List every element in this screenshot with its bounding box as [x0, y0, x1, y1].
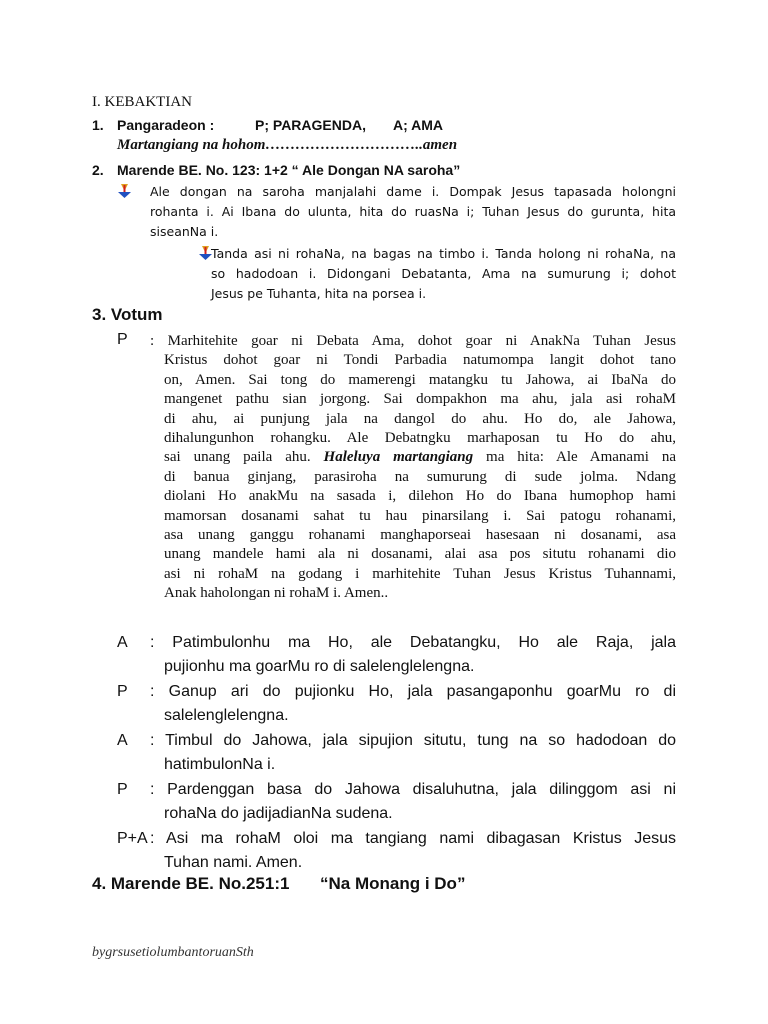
- response-line: : Patimbulonhu ma Ho, ale Debatangku, Ho ale Raja, jala: [150, 634, 676, 651]
- responses-block: [117, 631, 677, 875]
- paragenda-label: P; PARAGENDA,: [255, 117, 366, 133]
- speaker-role: A: [117, 732, 128, 749]
- response-line: Tuhan nami. Amen.: [164, 854, 303, 871]
- speaker-role: P: [117, 781, 128, 798]
- verse-line: rohanta i. Ai Ibana do ulunta, hita do ruasNa i; Tuhan Jesus do gurunta, hita: [150, 204, 676, 219]
- response-item: [117, 778, 677, 826]
- response-line: : Ganup ari do pujionku Ho, jala pasangaponhu goarMu ro di: [150, 683, 676, 700]
- verse-line: Jesus pe Tuhanta, hita na porsea i.: [211, 286, 427, 301]
- votum-line: Kristus dohot goar ni Tondi Parbadia natumompa langit dohot tano: [164, 352, 676, 369]
- speaker-role: A: [117, 634, 128, 651]
- response-item: [117, 729, 677, 777]
- votum-line: asi ni rohaM na godang i marhitehite Tuhan Jesus Kristus Tuhannami,: [164, 565, 676, 582]
- speaker-role: P: [117, 331, 128, 348]
- votum-line: dihalungunhon rohangku. Ale Debatngku marhaposan tu Ho do ahu,: [164, 430, 676, 447]
- response-item: [117, 631, 677, 679]
- response-line: : Pardenggan basa do Jahowa disaluhutna, jala dilinggom asi ni: [150, 781, 676, 798]
- footer-author: bygrsusetiolumbantoruanSth: [92, 945, 254, 960]
- section-4-heading: 4. Marende BE. No.251:1: [92, 874, 290, 893]
- votum-line-pre: sai unang paila ahu.: [164, 449, 324, 466]
- votum-line: on, Amen. Sai tong do mamerengi matangku tu Jahowa, ai IbaNa do: [164, 371, 676, 388]
- votum-line-post: ma hita: Ale Amanami na: [473, 449, 676, 466]
- section-4-title: “Na Monang i Do”: [320, 874, 466, 893]
- votum-line: Anak haholongan ni rohaM i. Amen..: [164, 585, 389, 602]
- votum-line: [150, 448, 676, 467]
- votum-line: mamorsan dosanami sahat tu hau pinarsilang i. Sai patogu rohanami,: [164, 507, 676, 524]
- votum-line: mangenet pathu sian jorgong. Sai dompakhon ma ahu, jala asi rohaM: [164, 391, 676, 408]
- arrow-bullet-icon: [118, 184, 131, 198]
- votum-line: : Marhitehite goar ni Debata Ama, dohot goar ni AnakNa Tuhan Jesus: [150, 333, 676, 349]
- section-title: I. KEBAKTIAN: [92, 94, 192, 110]
- list-number-2: 2.: [92, 162, 104, 178]
- response-line: : Asi ma rohaM oloi ma tangiang nami dibagasan Kristus Jesus: [150, 830, 676, 847]
- votum-line: asa unang ganggu rohanami manghaporseai hasesaan ni dosanami, asa: [164, 527, 676, 544]
- votum-heading: 3. Votum: [92, 305, 163, 324]
- verse-line: Tanda asi ni rohaNa, na bagas na timbo i. Tanda holong ni rohaNa, na: [211, 246, 676, 261]
- response-item: [117, 827, 677, 875]
- speaker-role: P: [117, 683, 128, 700]
- response-line: rohaNa do jadijadianNa sudena.: [164, 805, 393, 822]
- votum-line: di banua ginjang, parasiroha na sumurung di sude jolma. Ndang: [164, 468, 676, 485]
- speaker-role: P+A: [117, 830, 148, 847]
- votum-line: diolani Ho anakMu na sasada i, dilehon Ho do Ibana humophop hami: [164, 488, 676, 505]
- votum-line: unang mandele hami ala ni dosanami, alai asa pos situtu rohanami dio: [164, 546, 676, 563]
- hymn-verse-2: [211, 244, 676, 304]
- ama-label: A; AMA: [393, 117, 444, 133]
- response-line: : Timbul do Jahowa, jala sipujion situtu, tung na so hadodoan do: [150, 732, 676, 749]
- verse-line: siseanNa i.: [150, 224, 219, 239]
- votum-paragraph: [150, 332, 676, 604]
- votum-line: di ahu, ai punjung jala na dangol do ahu. Ho do, ale Jahowa,: [164, 410, 676, 427]
- hymn-title: Marende BE. No. 123: 1+2 “ Ale Dongan NA saroha”: [117, 162, 461, 178]
- response-line: hatimbulonNa i.: [164, 756, 276, 773]
- pangaradeon-label: Pangaradeon :: [117, 117, 215, 133]
- hymn-verse-1: [150, 182, 676, 242]
- martangiang-line: Martangiang na hohom…………………………..amen: [117, 137, 458, 153]
- response-line: pujionhu ma goarMu ro di salelenglelengna.: [164, 658, 475, 675]
- haleluya-emphasis: Haleluya martangiang: [323, 449, 474, 466]
- response-line: salelenglelengna.: [164, 707, 289, 724]
- verse-line: Ale dongan na saroha manjalahi dame i. Dompak Jesus tapasada holongni: [150, 184, 676, 199]
- list-number-1: 1.: [92, 117, 104, 133]
- response-item: [117, 680, 677, 728]
- verse-line: so hadodoan i. Didongani Debatanta, Ama na sumurung i; dohot: [211, 266, 676, 281]
